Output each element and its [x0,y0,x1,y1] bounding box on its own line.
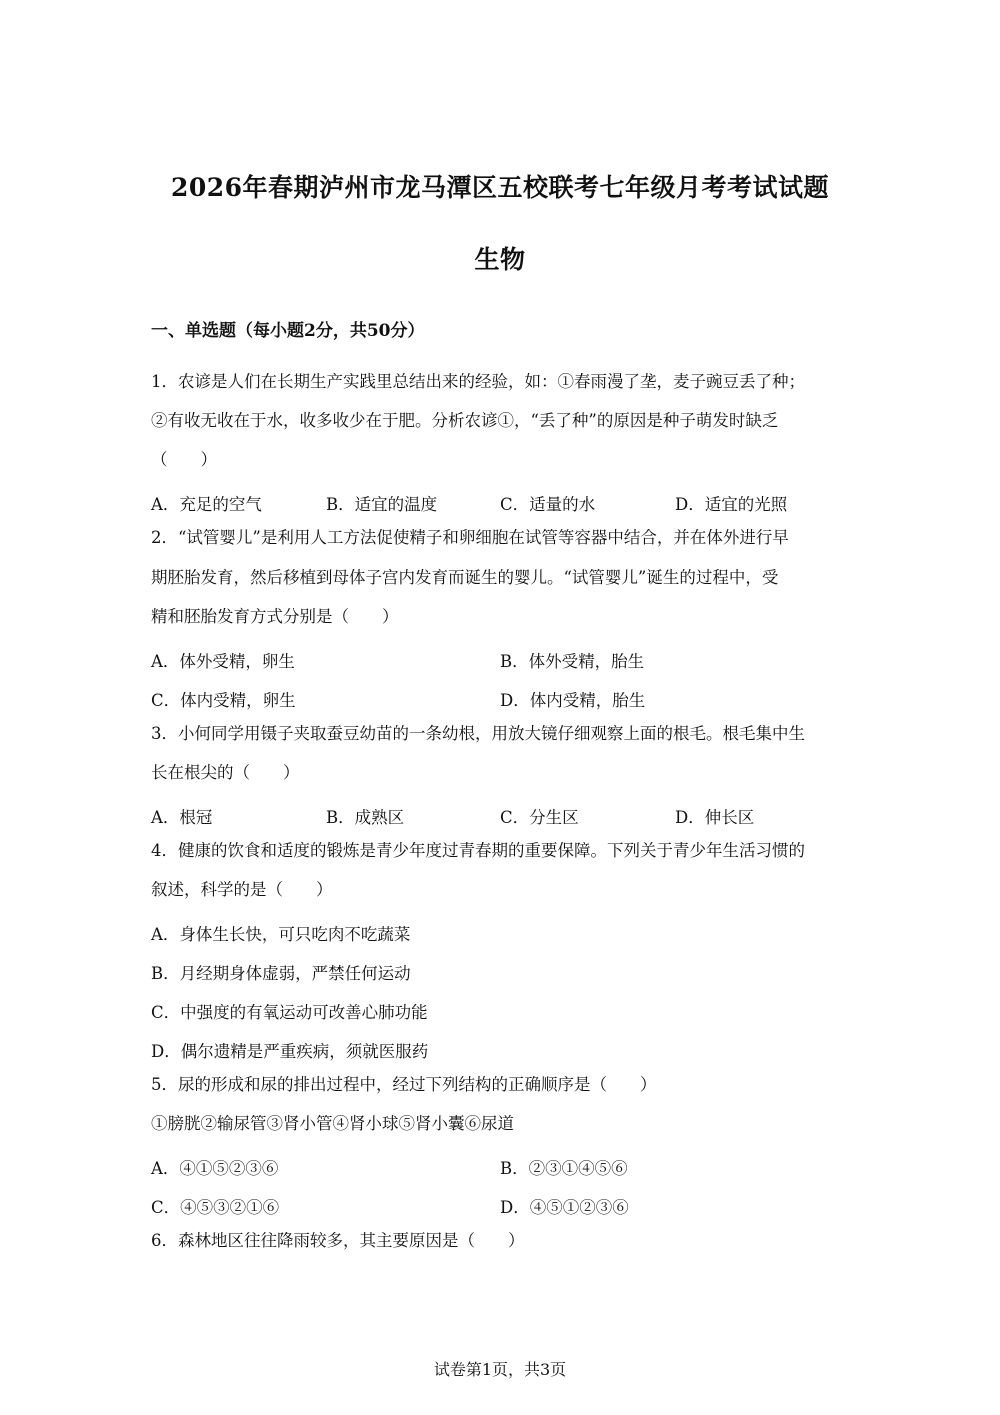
question-2-line-3: 精和胚胎发育方式分别是（ ） [151,607,399,626]
question-1-option-c: C．适量的水 [500,495,596,514]
question-6-line-1: 6．森林地区往往降雨较多，其主要原因是（ ） [151,1231,525,1250]
question-5-option-a: A．④①⑤②③⑥ [151,1159,279,1178]
question-1-line-3: （ ） [151,450,217,469]
question-1-option-d: D．适宜的光照 [675,495,788,514]
question-1-option-b: B．适宜的温度 [326,495,438,514]
exam-title: 2026年春期泸州市龙马潭区五校联考七年级月考考试试题 [170,173,830,202]
page-footer: 试卷第1页，共3页 [433,1360,567,1379]
question-2-option-b: B．体外受精，胎生 [500,652,645,671]
question-1-line-2: ②有收无收在于水，收多收少在于肥。分析农谚①，“丢了种”的原因是种子萌发时缺乏 [151,411,779,430]
question-5-option-d: D．④⑤①②③⑥ [500,1198,629,1217]
question-4-option-b: B．月经期身体虚弱，严禁任何运动 [151,964,411,983]
question-2-option-c: C．体内受精，卵生 [151,691,296,710]
question-2-line-2: 期胚胎发育，然后移植到母体子宫内发育而诞生的婴儿。“试管婴儿”诞生的过程中，受 [151,568,779,587]
question-3-option-b: B．成熟区 [326,808,405,827]
question-3-option-d: D．伸长区 [675,808,755,827]
question-5-option-b: B．②③①④⑤⑥ [500,1159,628,1178]
question-2-option-d: D．体内受精，胎生 [500,691,646,710]
question-5-line-2: ①膀胱②输尿管③肾小管④肾小球⑤肾小囊⑥尿道 [151,1114,514,1133]
question-4-option-d: D．偶尔遗精是严重疾病，须就医服药 [151,1042,429,1061]
question-5-option-c: C．④⑤③②①⑥ [151,1198,280,1217]
question-5-line-1: 5．尿的形成和尿的排出过程中，经过下列结构的正确顺序是（ ） [151,1075,657,1094]
question-3-option-a: A．根冠 [151,808,213,827]
question-1-option-a: A．充足的空气 [151,495,262,514]
question-4-option-a: A．身体生长快，可只吃肉不吃蔬菜 [151,925,411,944]
question-4-line-2: 叙述，科学的是（ ） [151,880,333,899]
question-4-option-c: C．中强度的有氧运动可改善心肺功能 [151,1003,428,1022]
question-2-option-a: A．体外受精，卵生 [151,652,295,671]
question-3-option-c: C．分生区 [500,808,579,827]
section-heading: 一、单选题（每小题2分，共50分） [151,321,425,341]
question-4-line-1: 4．健康的饮食和适度的锻炼是青少年度过青春期的重要保障。下列关于青少年生活习惯的 [151,841,805,860]
question-2-line-1: 2．“试管婴儿”是利用人工方法促使精子和卵细胞在试管等容器中结合，并在体外进行早 [151,528,789,547]
question-3-line-1: 3．小何同学用镊子夹取蚕豆幼苗的一条幼根，用放大镜仔细观察上面的根毛。根毛集中生 [151,724,805,743]
question-1-line-1: 1．农谚是人们在长期生产实践里总结出来的经验，如：①春雨漫了垄，麦子豌豆丢了种； [151,372,805,391]
subject-title: 生物 [474,245,526,274]
question-3-line-2: 长在根尖的（ ） [151,763,300,782]
